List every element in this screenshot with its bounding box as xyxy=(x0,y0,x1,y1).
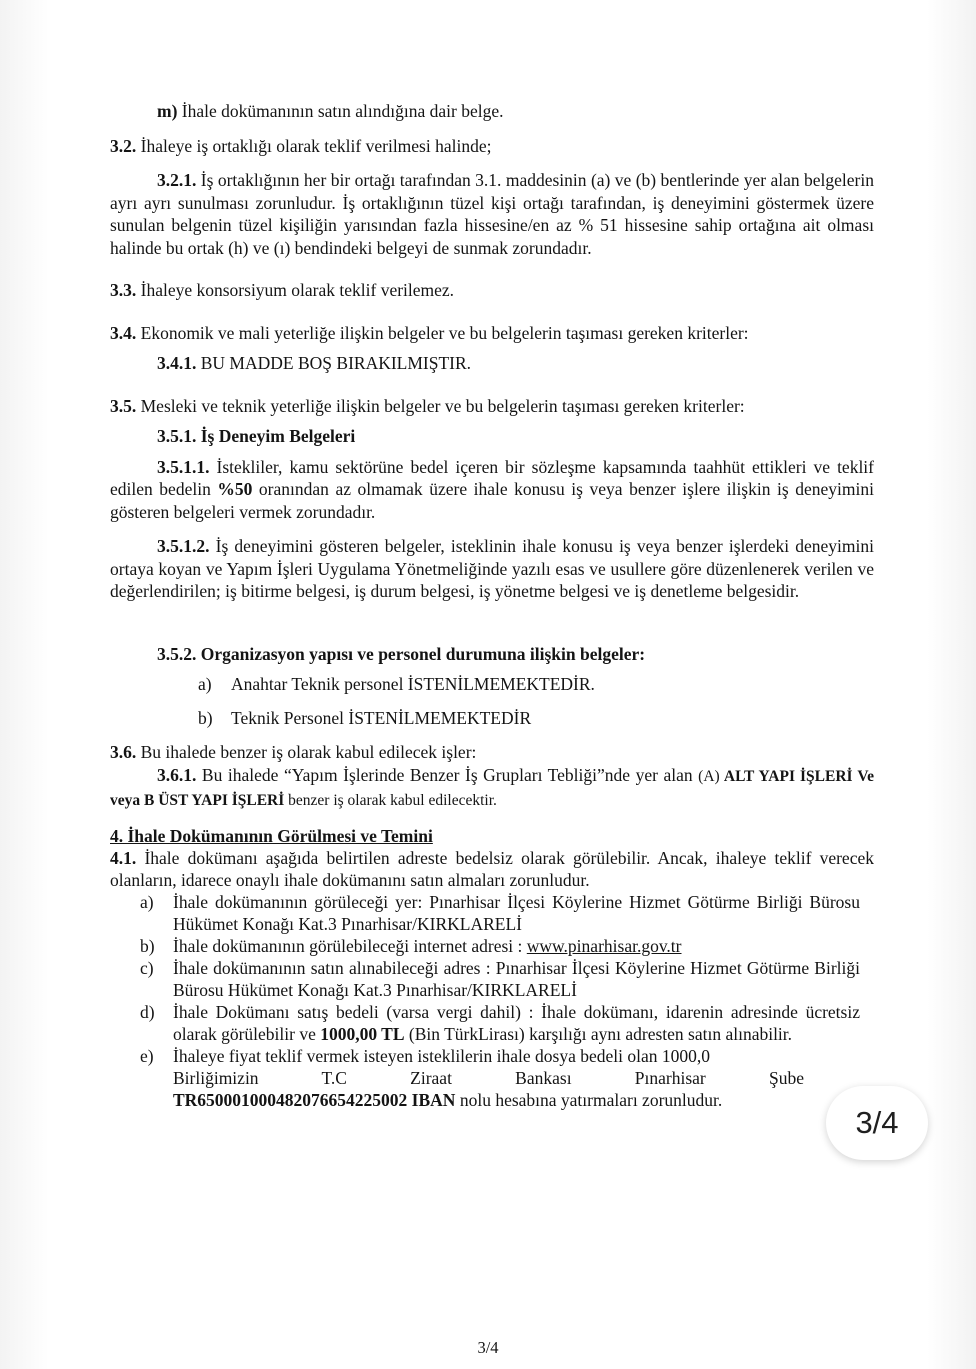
section-3-3: 3.3. İhaleye konsorsiyum olarak teklif verilemez. xyxy=(110,280,455,300)
section-4-1: 4.1. İhale dokümanı aşağıda belirtilen adreste bedelsiz olarak görülebilir. Ancak, ihaleye teklif verecek olanların, idarece onaylı ihale dokümanını satın almaları zorunludur. xyxy=(110,847,874,890)
section-3-5: 3.5. Mesleki ve teknik yeterliğe ilişkin belgeler ve bu belgelerin taşıması gereken kriterler: xyxy=(110,395,745,416)
page-indicator-badge: 3/4 xyxy=(826,1086,928,1160)
list-item: d) İhale Dokümanı satış bedeli (varsa vergi dahil) : İhale dokümanı, idarenin adresinde ücretsiz olarak görülebilir ve 1000,00 TL (Bin TürkLirası) karşılığı aynı adresten satın alınabilir. xyxy=(140,1001,860,1044)
section-3-2: 3.2. İhaleye iş ortaklığı olarak teklif verilmesi halinde; xyxy=(110,135,492,156)
section-3-5-1-1: 3.5.1.1. İstekliler, kamu sektörüne bedel içeren bir sözleşme kapsamında taahhüt ettikleri ve teklif edilen bedelin %50 oranından az olmamak üzere ihale konusu iş veya benzer işlere ilişkin iş deneyimini gösteren belgeleri vermek zorundadır. xyxy=(110,456,874,522)
section-3-5-2-heading: 3.5.2. Organizasyon yapısı ve personel durumuna ilişkin belgeler: xyxy=(157,643,646,664)
section-3-6-1: 3.6.1. Bu ihalede “Yapım İşlerinde Benzer İş Grupları Tebliği”nde yer alan (A) ALT YAPI İŞLERİ Ve veya B ÜST YAPI İŞLERİ benzer iş olarak kabul edilecektir. xyxy=(110,764,875,809)
section-3-4-1: 3.4.1. BU MADDE BOŞ BIRAKILMIŞTIR. xyxy=(157,353,472,373)
document-body xyxy=(110,100,874,1111)
list-item: b) İhale dokümanının görülebileceği internet adresi : www.pinarhisar.gov.tr xyxy=(140,935,682,956)
section-3-4: 3.4. Ekonomik ve mali yeterliğe ilişkin belgeler ve bu belgelerin taşıması gereken kriterler: xyxy=(110,322,749,343)
section-3-5-1-heading: 3.5.1. İş Deneyim Belgeleri xyxy=(157,426,356,446)
item-m: m) İhale dokümanının satın alındığına dair belge. xyxy=(157,101,504,121)
section-3-5-1-2: 3.5.1.2. İş deneyimini gösteren belgeler, isteklinin ihale konusu iş veya benzer işlerdeki deneyimini ortaya koyan ve Yapım İşleri Uygulama Yönetmeliğinde yazılı esas ve usullere göre düzenlenerek verilen ve değerlendirilen; iş bitirme belgesi, iş durum belgesi, iş yönetme belgesi ve iş denetleme belgesidir. xyxy=(110,536,874,601)
section-4-heading: 4. İhale Dokümanının Görülmesi ve Temini xyxy=(110,825,433,846)
list-item: c) İhale dokümanının satın alınabileceği adres : Pınarhisar İlçesi Köylerine Hizmet Götürme Birliği Bürosu Hükümet Konağı Kat.3 Pınarhisar/KIRKLARELİ xyxy=(140,957,860,1000)
section-3-2-1: 3.2.1. İş ortaklığının her bir ortağı tarafından 3.1. maddesinin (a) ve (b) bentlerinde yer alan belgelerin ayrı ayrı sunulması zorunludur. İş ortaklığının tüzel kişi ortağı tarafından, iş deneyimini göstermek üzere sunulan belgenin tüzel kişiliğin yarısından fazla hissesine/en az % 51 hissesine sahip ortağına ait olması halinde bu ortak (h) ve (ı) bendindeki belgeyi de sunmak zorundadır. xyxy=(110,170,874,258)
list-item: a) Anahtar Teknik personel İSTENİLMEMEKTEDİR. xyxy=(198,674,595,694)
list-item: b) Teknik Personel İSTENİLMEMEKTEDİR xyxy=(198,708,532,728)
list-item: e) İhaleye fiyat teklif vermek isteyen isteklilerin ihale dosya bedeli olan 1000,0 Birliğimizin T.C Ziraat Bankası Pınarhisar Şube TR650001000482076654225002 IBAN nolu hesabına yatırmaları zorunludur. xyxy=(140,1045,804,1110)
website-link[interactable]: www.pinarhisar.gov.tr xyxy=(526,935,682,956)
page-number: 3/4 xyxy=(477,1338,499,1357)
list-item: a) İhale dokümanının görüleceği yer: Pınarhisar İlçesi Köylerine Hizmet Götürme Birliği Bürosu Hükümet Konağı Kat.3 Pınarhisar/KIRKLARELİ xyxy=(140,891,860,934)
section-3-6: 3.6. Bu ihalede benzer iş olarak kabul edilecek işler: xyxy=(110,742,477,762)
